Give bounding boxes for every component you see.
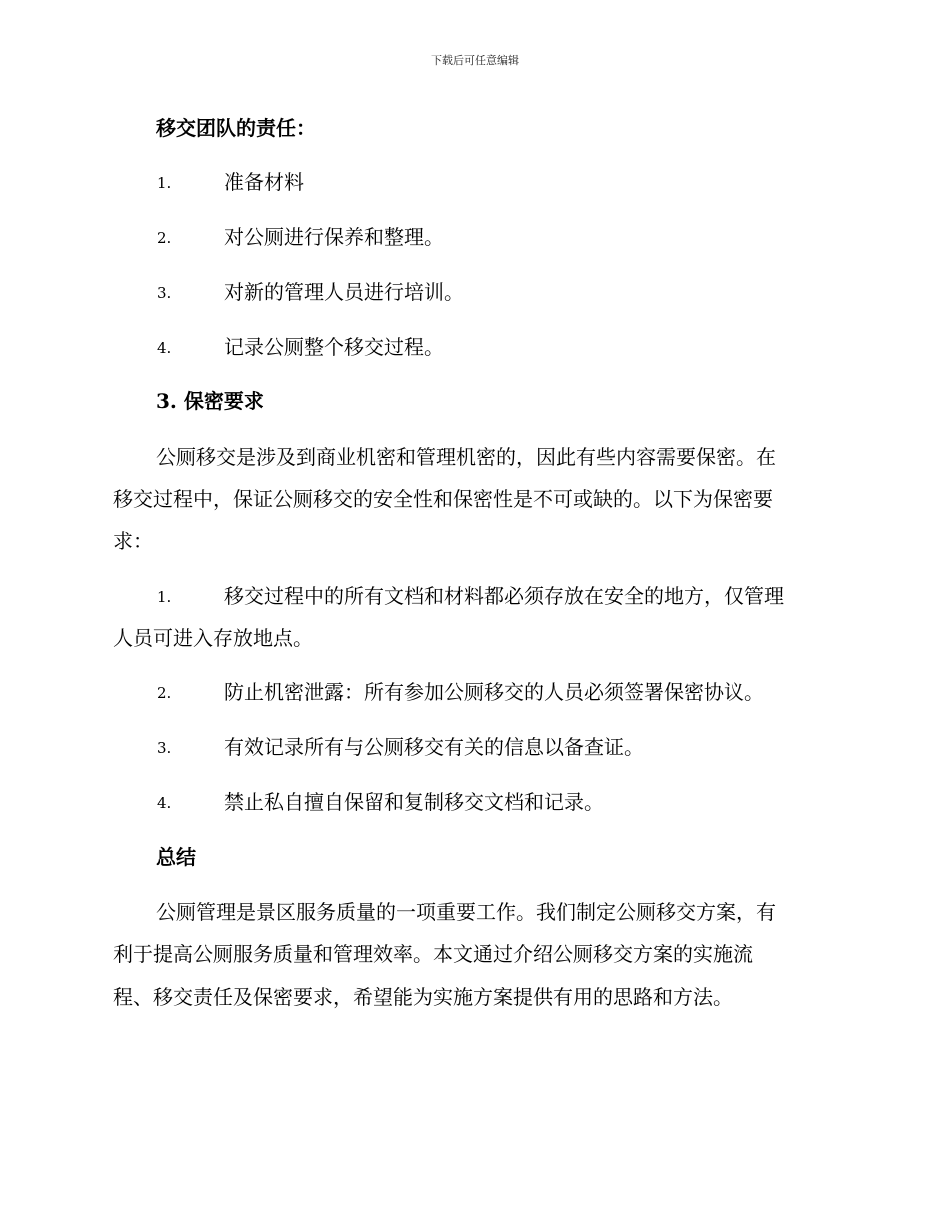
summary-line: 程、移交责任及保密要求，希望能为实施方案提供有用的思路和方法。	[113, 985, 733, 1009]
list-text: 对公厕进行保养和整理。	[224, 225, 444, 249]
confidentiality-heading: 3. 保密要求	[156, 389, 264, 413]
list-number: 2.	[157, 229, 172, 247]
confidentiality-list-item	[0, 582, 950, 610]
list-text-continuation: 人员可进入存放地点。	[113, 626, 313, 650]
confidentiality-list-item	[0, 788, 950, 816]
team-responsibility-heading: 移交团队的责任：	[156, 116, 316, 140]
summary-line: 公厕管理是景区服务质量的一项重要工作。我们制定公厕移交方案，有	[156, 900, 776, 924]
list-text: 防止机密泄露：所有参加公厕移交的人员必须签署保密协议。	[224, 680, 764, 704]
list-number: 4.	[157, 794, 172, 812]
team-list-item	[0, 333, 950, 361]
summary-heading: 总结	[156, 845, 196, 869]
confidentiality-intro-line: 公厕移交是涉及到商业机密和管理机密的，因此有些内容需要保密。在	[156, 445, 776, 469]
team-list-item	[0, 223, 950, 251]
list-text: 移交过程中的所有文档和材料都必须存放在安全的地方，仅管理	[224, 584, 784, 608]
list-number: 4.	[157, 339, 172, 357]
list-text: 对新的管理人员进行培训。	[224, 280, 464, 304]
list-number: 3.	[157, 739, 172, 757]
summary-line: 利于提高公厕服务质量和管理效率。本文通过介绍公厕移交方案的实施流	[113, 942, 753, 966]
page-header-note: 下载后可任意编辑	[431, 54, 519, 67]
confidentiality-list-item	[0, 733, 950, 761]
list-number: 1.	[157, 174, 172, 192]
list-text: 禁止私自擅自保留和复制移交文档和记录。	[224, 790, 604, 814]
list-text: 准备材料	[224, 170, 304, 194]
list-number: 3.	[157, 284, 172, 302]
list-number: 2.	[157, 684, 172, 702]
team-list-item	[0, 278, 950, 306]
list-text: 有效记录所有与公厕移交有关的信息以备查证。	[224, 735, 644, 759]
confidentiality-intro-line: 移交过程中，保证公厕移交的安全性和保密性是不可或缺的。以下为保密要	[113, 487, 773, 511]
confidentiality-list-item	[0, 678, 950, 706]
confidentiality-intro-line: 求：	[113, 529, 153, 553]
list-number: 1.	[157, 588, 172, 606]
team-list-item	[0, 168, 950, 196]
list-text: 记录公厕整个移交过程。	[224, 335, 444, 359]
